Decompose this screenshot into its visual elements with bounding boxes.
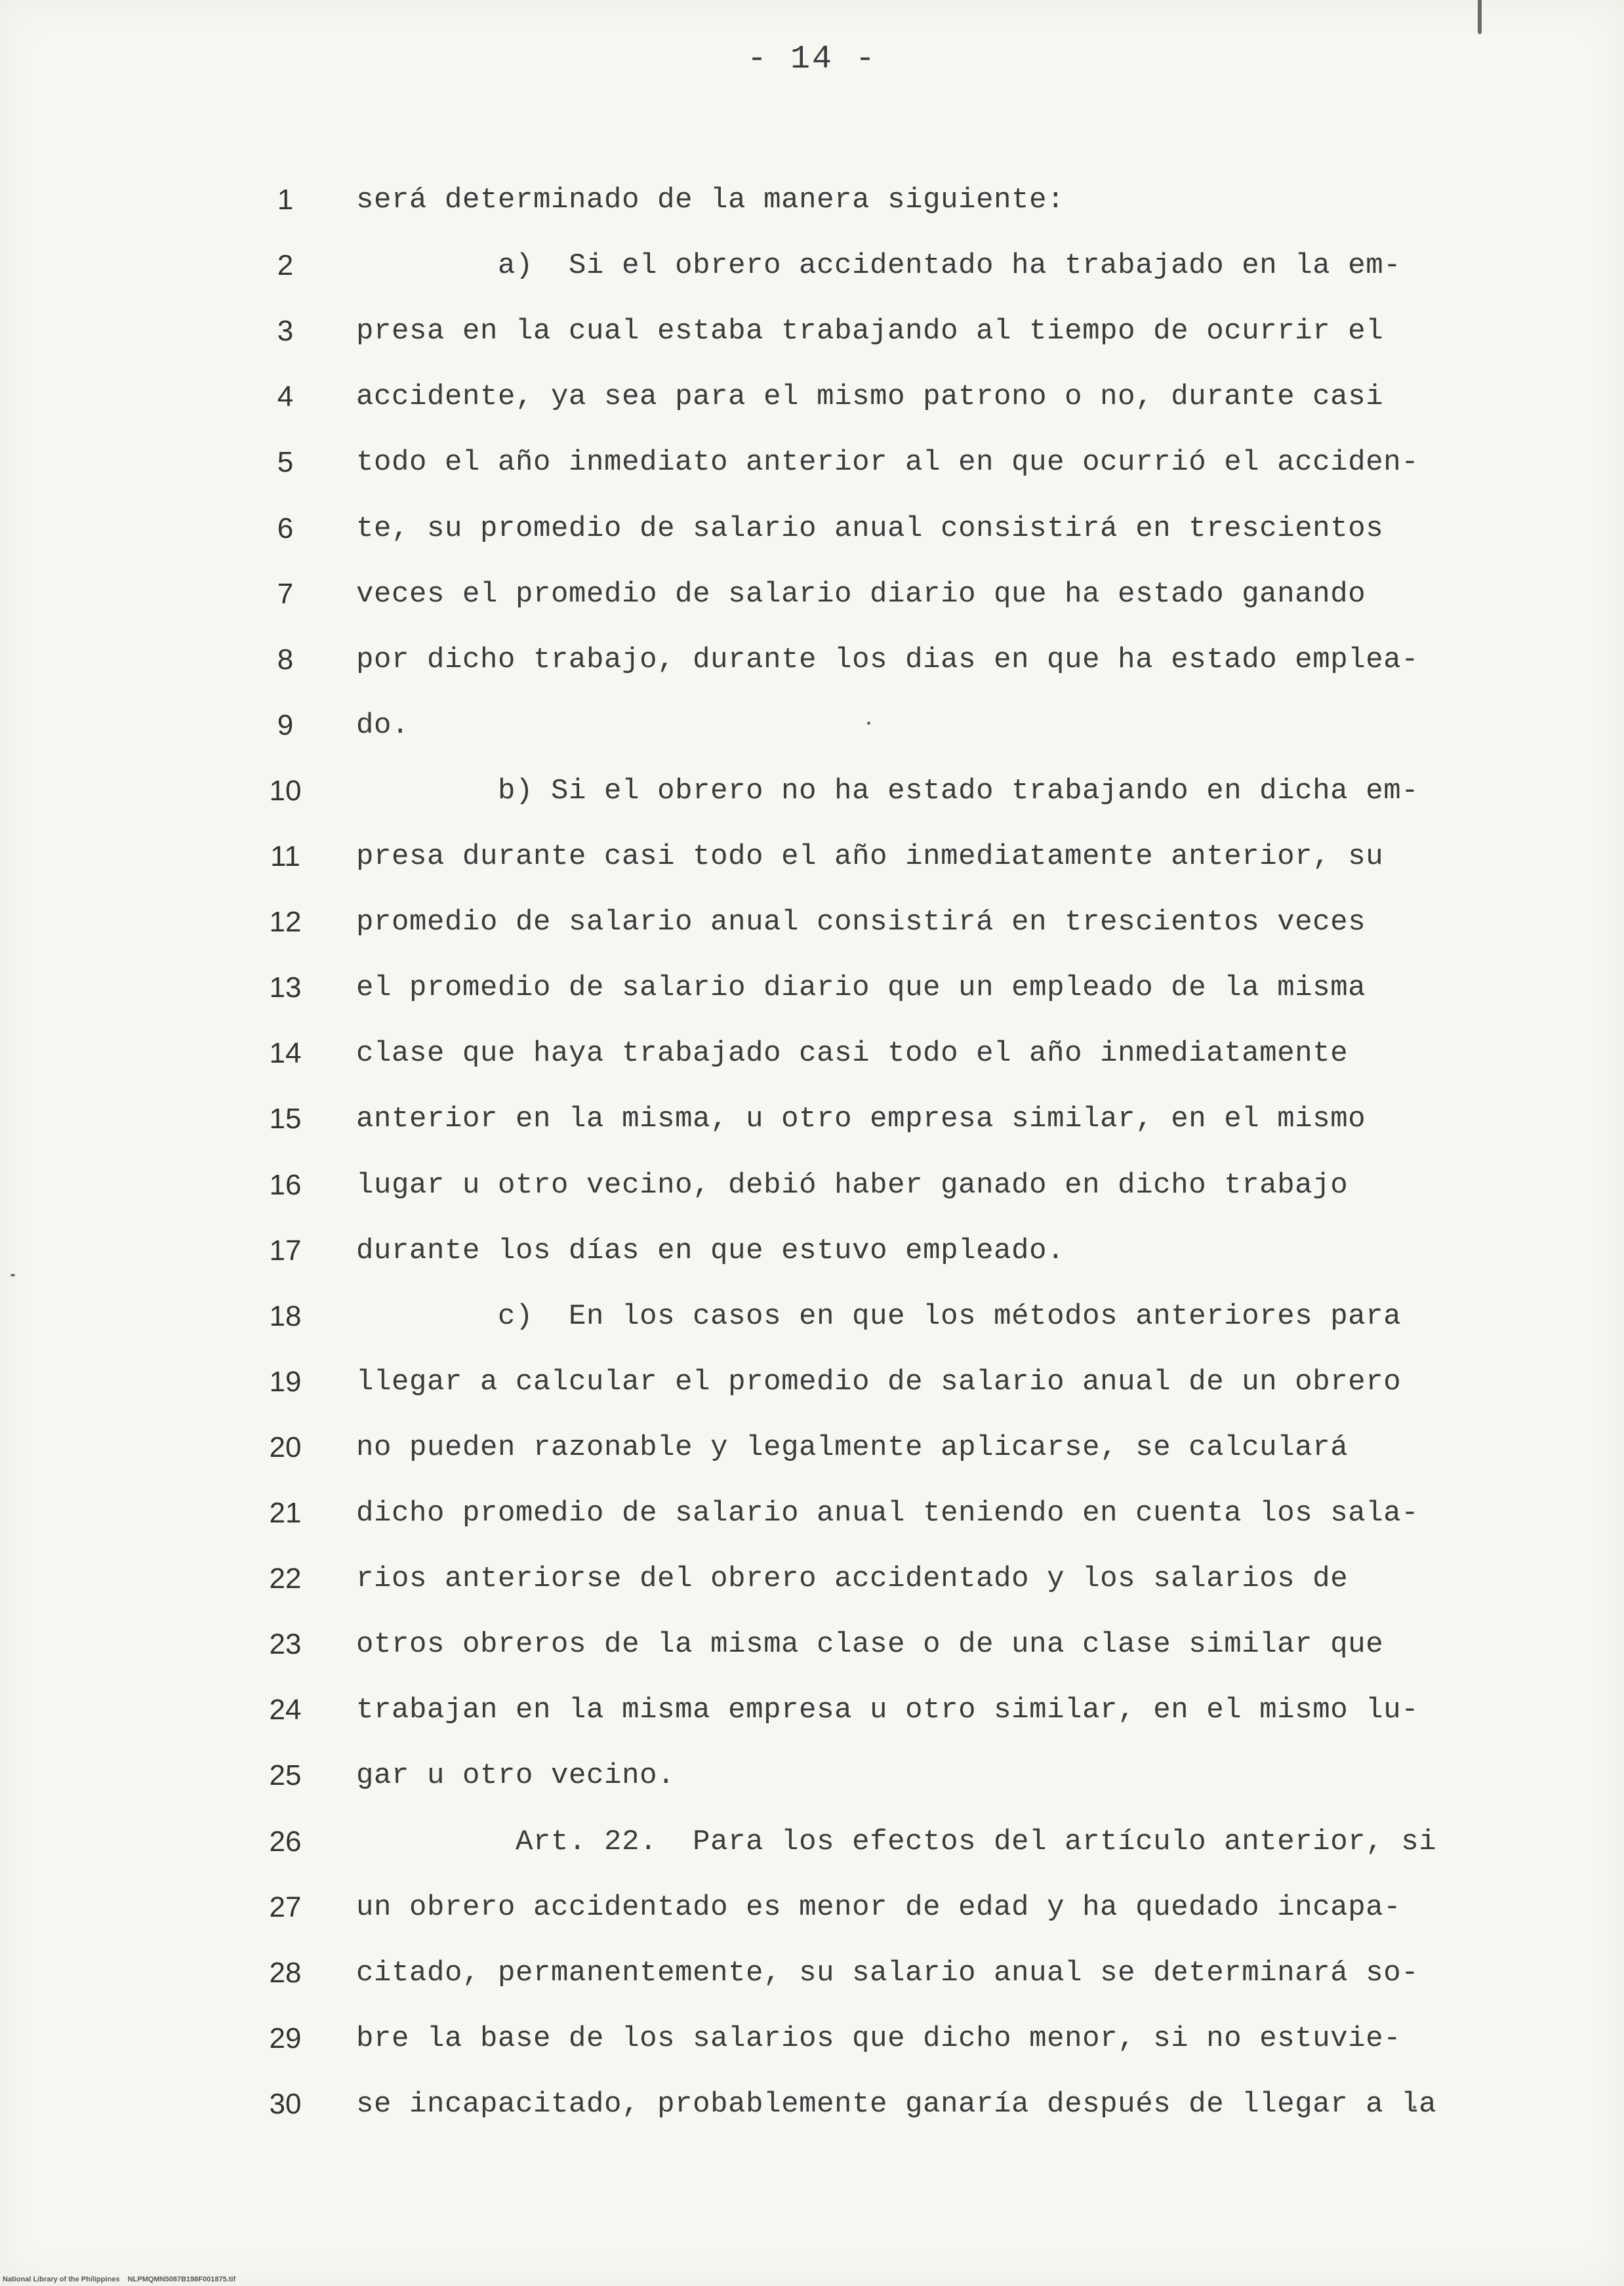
- text-line: [0, 237, 1624, 303]
- text-line: [0, 2010, 1624, 2076]
- line-number: 6: [277, 512, 294, 544]
- line-number: 21: [269, 1497, 302, 1529]
- line-number: 13: [269, 971, 302, 1004]
- line-number: 11: [270, 840, 300, 872]
- text-line: [0, 1157, 1624, 1223]
- text-line: [0, 1551, 1624, 1616]
- text-line: [0, 1945, 1624, 2010]
- line-text: trabajan en la misma empresa u otro similar, en el mismo lu-: [356, 1694, 1419, 1727]
- text-line: [0, 566, 1624, 632]
- line-text: dicho promedio de salario anual teniendo en cuenta los sala-: [356, 1497, 1419, 1530]
- text-line: [0, 434, 1624, 500]
- text-line: [0, 500, 1624, 566]
- line-text: veces el promedio de salario diario que ha estado ganando: [356, 577, 1366, 611]
- line-text: lugar u otro vecino, debió haber ganado en dicho trabajo: [356, 1168, 1349, 1202]
- line-number: 25: [269, 1759, 302, 1792]
- text-line: [0, 763, 1624, 828]
- line-number: 2: [277, 249, 294, 282]
- line-number: 8: [277, 643, 294, 676]
- line-text: anterior en la misma, u otro empresa similar, en el mismo: [356, 1103, 1366, 1136]
- line-text: durante los días en que estuvo empleado.: [356, 1234, 1065, 1267]
- text-line: [0, 172, 1624, 237]
- line-text: clase que haya trabajado casi todo el año inmediatamente: [356, 1037, 1349, 1071]
- line-text: llegar a calcular el promedio de salario anual de un obrero: [356, 1365, 1402, 1398]
- text-line: [0, 1091, 1624, 1156]
- line-number: 22: [269, 1562, 302, 1595]
- line-number: 12: [269, 906, 302, 939]
- text-line: [0, 1747, 1624, 1813]
- line-number: 17: [269, 1234, 302, 1267]
- text-line: [0, 1419, 1624, 1485]
- text-line: [0, 1288, 1624, 1354]
- line-text: accidente, ya sea para el mismo patrono o no, durante casi: [356, 380, 1384, 414]
- text-line: [0, 1814, 1624, 1879]
- text-line: [0, 2076, 1624, 2142]
- text-line: [0, 369, 1624, 434]
- text-line: [0, 1879, 1624, 1945]
- line-number: 30: [269, 2087, 302, 2120]
- line-number: 16: [269, 1168, 302, 1201]
- ink-mark-top: [1478, 0, 1482, 34]
- line-text: un obrero accidentado es menor de edad y ha quedado incapa-: [356, 1890, 1402, 1924]
- line-number: 1: [277, 184, 294, 216]
- line-text: bre la base de los salarios que dicho menor, si no estuvie-: [356, 2022, 1402, 2055]
- line-text: presa en la cual estaba trabajando al tiempo de ocurrir el: [356, 315, 1384, 348]
- line-number: 9: [277, 708, 294, 741]
- text-line: [0, 1223, 1624, 1288]
- line-text: será determinado de la manera siguiente:: [356, 184, 1065, 216]
- line-number: 28: [269, 1956, 302, 1989]
- text-line: [0, 697, 1624, 763]
- text-line: [0, 303, 1624, 369]
- line-number: 29: [269, 2022, 302, 2054]
- line-number: 27: [269, 1890, 302, 1923]
- text-line: [0, 1354, 1624, 1419]
- text-line: [0, 1025, 1624, 1091]
- line-text: gar u otro vecino.: [356, 1759, 676, 1793]
- scan-credit: National Library of the Philippines NLPMQMN5087B198F001875.tif: [3, 2276, 236, 2283]
- line-text: no pueden razonable y legalmente aplicarse, se calculará: [356, 1431, 1349, 1464]
- line-text: a) Si el obrero accidentado ha trabajado en la em-: [356, 249, 1402, 283]
- line-text: do.: [356, 708, 410, 742]
- line-text: por dicho trabajo, durante los dias en que ha estado emplea-: [356, 643, 1419, 676]
- line-number: 7: [277, 577, 294, 610]
- line-text: b) Si el obrero no ha estado trabajando en dicha em-: [356, 774, 1419, 807]
- text-line: [0, 894, 1624, 960]
- line-text: citado, permanentemente, su salario anual se determinará so-: [356, 1956, 1419, 1990]
- line-number: 18: [269, 1299, 302, 1332]
- line-number: 10: [269, 774, 302, 807]
- line-text: el promedio de salario diario que un empleado de la misma: [356, 971, 1366, 1005]
- text-line: [0, 828, 1624, 894]
- line-number: 5: [277, 446, 294, 479]
- text-line: [0, 960, 1624, 1025]
- line-text: otros obreros de la misma clase o de una clase similar que: [356, 1628, 1384, 1662]
- line-number: 26: [269, 1825, 302, 1858]
- line-number: 15: [269, 1103, 302, 1135]
- line-number: 19: [269, 1365, 302, 1398]
- line-text: se incapacitado, probablemente ganaría después de llegar a la: [356, 2087, 1437, 2121]
- text-line: [0, 1616, 1624, 1682]
- line-number: 14: [269, 1037, 302, 1070]
- line-number: 23: [269, 1628, 302, 1661]
- page-number: - 14 -: [746, 41, 878, 78]
- line-text: Art. 22. Para los efectos del artículo anterior, si: [356, 1825, 1437, 1858]
- line-number: 20: [269, 1431, 302, 1463]
- text-line: [0, 632, 1624, 697]
- line-text: todo el año inmediato anterior al en que ocurrió el acciden-: [356, 446, 1419, 480]
- line-number: 3: [277, 315, 294, 348]
- text-line: [0, 1682, 1624, 1747]
- line-text: promedio de salario anual consistirá en trescientos veces: [356, 906, 1366, 939]
- line-number: 24: [269, 1694, 302, 1726]
- line-text: presa durante casi todo el año inmediatamente anterior, su: [356, 840, 1384, 873]
- line-text: te, su promedio de salario anual consistirá en trescientos: [356, 512, 1384, 545]
- text-line: [0, 1485, 1624, 1551]
- line-number: 4: [277, 380, 294, 413]
- line-text: c) En los casos en que los métodos anteriores para: [356, 1299, 1402, 1333]
- line-text: rios anteriorse del obrero accidentado y los salarios de: [356, 1562, 1349, 1596]
